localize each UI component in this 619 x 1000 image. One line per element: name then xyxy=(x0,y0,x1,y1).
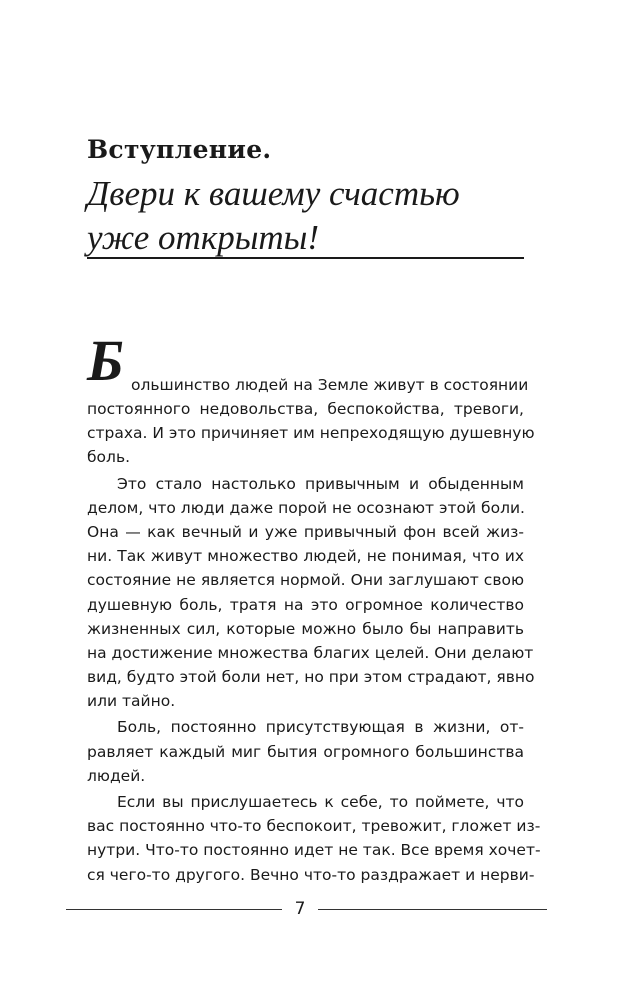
footer-rule-right xyxy=(318,909,547,910)
text-line: равляет каждый миг бытия огромного большинства xyxy=(87,742,524,761)
text-line: Это стало настолько привычным и обыденным xyxy=(117,474,524,493)
chapter-title: Вступление. xyxy=(87,135,272,164)
footer-rule-left xyxy=(66,909,282,910)
text-line: людей. xyxy=(87,766,146,785)
text-line: боль. xyxy=(87,448,131,467)
paragraph xyxy=(87,328,535,470)
chapter-subtitle xyxy=(87,172,537,260)
text-line: или тайно. xyxy=(87,692,176,711)
text-line: страха. И это причиняет им непреходящую душевную xyxy=(87,424,535,443)
chapter-subtitle-line: уже открыты! xyxy=(87,218,320,257)
text-line: Боль, постоянно присутствующая в жизни, от- xyxy=(117,718,524,737)
text-line: постоянного недовольства, беспокойства, тревоги, xyxy=(87,400,524,418)
text-line: жизненных сил, которые можно было бы направить xyxy=(87,619,524,638)
paragraph xyxy=(87,790,541,887)
dropcap-line xyxy=(87,328,529,397)
text-line: вас постоянно что-то беспокоит, тревожит, гложет из- xyxy=(87,817,541,836)
text-line: ольшинство людей на Земле живут в состоянии xyxy=(131,375,529,394)
text-line: Она — как вечный и уже привычный фон всей жиз- xyxy=(87,522,524,541)
body-text xyxy=(87,328,541,889)
drop-cap-letter: Б xyxy=(87,328,124,393)
text-line: вид, будто этой боли нет, но при этом страдают, явно xyxy=(87,668,535,687)
paragraph xyxy=(87,715,524,788)
text-line: ся чего-то другого. Вечно что-то раздражает и нерви- xyxy=(87,865,535,884)
text-line: душевную боль, тратя на это огромное количество xyxy=(87,595,524,614)
text-line: состояние не является нормой. Они заглушают свою xyxy=(87,571,524,590)
text-line: на достижение множества благих целей. Они делают xyxy=(87,643,534,662)
chapter-subtitle-line: Двери к вашему счастью xyxy=(87,174,460,213)
text-line: нутри. Что-то постоянно идет не так. Все время хочет- xyxy=(87,841,541,860)
text-line: ни. Так живут множество людей, не понимая, что их xyxy=(87,547,524,566)
text-line: делом, что люди даже порой не осознают этой боли. xyxy=(87,498,525,517)
title-divider xyxy=(87,257,524,259)
text-line: Если вы прислушаетесь к себе, то поймете, что xyxy=(117,793,524,811)
page-number: 7 xyxy=(294,899,306,919)
paragraph xyxy=(87,472,535,714)
